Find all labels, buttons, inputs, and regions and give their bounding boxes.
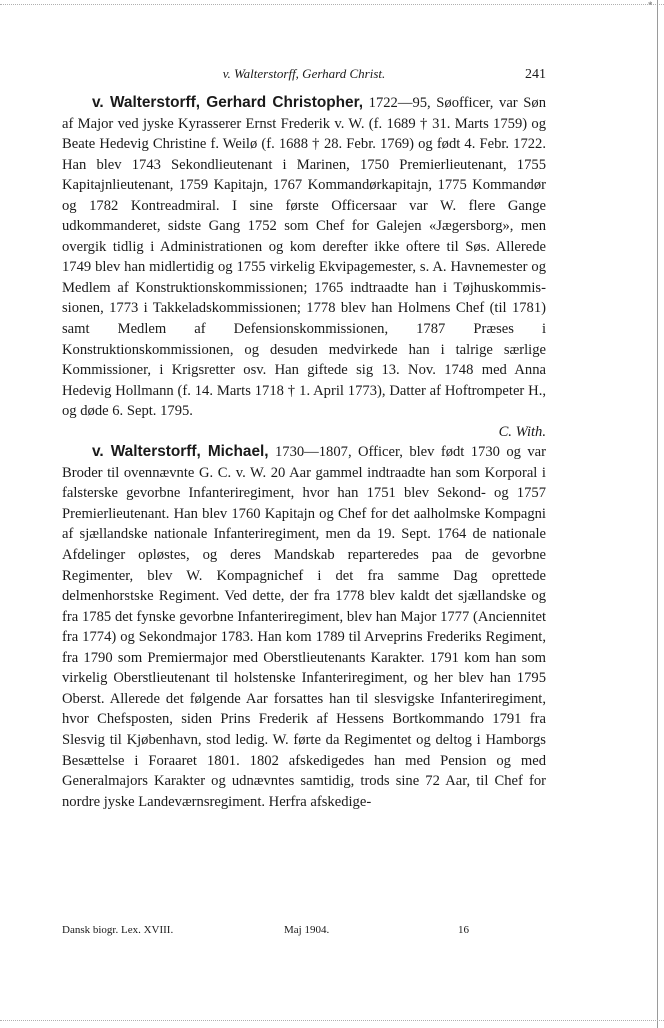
- entry-michael: [62, 442, 546, 812]
- text-body: [62, 93, 546, 812]
- running-head: [62, 66, 546, 86]
- entry-headword: v. Walterstorff, Gerhard Christopher,: [92, 94, 364, 111]
- running-title: v. Walterstorff, Gerhard Christ.: [222, 66, 386, 81]
- scan-right-edge: [657, 0, 658, 1028]
- page-footer: [62, 924, 546, 942]
- footer-date: Maj 1904.: [284, 924, 330, 936]
- footer-signature-mark: 16: [458, 924, 469, 936]
- scan-bottom-edge: [0, 1020, 664, 1021]
- entry-gerhard-christopher: [62, 93, 546, 422]
- author-signature: C. With.: [498, 423, 546, 440]
- entry-headword: v. Walterstorff, Michael,: [92, 443, 269, 461]
- footer-source: Dansk biogr. Lex. XVIII.: [62, 924, 174, 936]
- scan-top-edge: [0, 4, 664, 5]
- page-number: 241: [525, 67, 546, 82]
- corner-mark: *: [648, 0, 653, 10]
- entry-text: 1730—1807, Officer, blev født 1730 og var Broder til ovennævnte G. C. v. W. 20 Aar gammel indtraadte han som Korporal i falsterske gevorbne Infanteriregiment, hvor han 1751 blev Sekond- og 1757 Premierlieutenant. Han blev 1760 Kapitajn og Chef for det aalholmske Kompagni af sjællandske nationale Infanteriregiment, men da 19. Sept. 1764 de nationale Afdelinger opløstes, og deres Mandskab reparteredes paa de gevorbne Regimenter, blev W. Kompagnichef i det fra samme Dag oprettede delmenhorstske Regiment. Ved dette, der fra 1778 blev kaldt det sjællandske og fra 1785 det fynske gevorbne Infanteriregiment, blev han Major 1777 (Anciennitet fra 1774) og Sekondmajor 1783. Han kom 1789 til Arveprins Frederiks Regiment, fra 1790 som Premiermajor med Oberstlieutenants Karakter. 1791 kom han som virkelig Oberstlieutenant til holstenske Infanteriregiment, og her blev han 1795 Oberst. Allerede det følgende Aar forsattes han til slesvigske Infanteriregiment, hvor Chefsposten, siden Prins Frederik af Hessens Bortkommando 1791 fra Slesvig til Kjøbenhavn, stod ledig. W. førte da Regimentet og deltog i Hamborgs Besættelse i Foraaret 1801. 1802 afskedigedes han med Pension og med Generalmajors Karakter og udnævntes samtidig, trods sine 72 Aar, til Chef for nordre jyske Landeværnsregiment. Herfra afskedige-: [62, 444, 546, 810]
- entry-text: 1722—95, Søofficer, var Søn af Major ved jyske Kyrasserer Ernst Frederik v. W. (f. 1689 † 31. Marts 1759) og Beate Hedevig Christine f. Weilø (f. 1688 † 28. Febr. 1769) og født 4. Febr. 1722. Han blev 1743 Sekondlieutenant i Marinen, 1750 Premierlieutenant, 1755 Kapitajnlieutenant, 1759 Kapitajn, 1767 Kommandørkapitajn, 1775 Kommandør og 1782 Kontreadmiral. I sine første Officersaar var W. flere Gange udkommanderet, sidste Gang 1752 som Chef for Galejen «Jægersborg», men overgik tidlig i Administrationen og kom derefter ikke oftere til Søs. Allerede 1749 blev han midlertidig og 1755 virkelig Ekvipagemester, s. A. Havnemester og Medlem af Konstruktionskommissionen; 1765 indtraadte han i Tøjhuskommissionen, 1773 i Takkeladskommissionen; 1778 blev han Holmens Chef (til 1781) samt Medlem af Defensionskommissionen, 1787 Præses i Konstruktionskommissionen, og desuden medvirkede han i talrige særlige Kommissioner, i Krigsretter osv. Han giftede sig 13. Nov. 1748 med Anna Hedevig Hollmann (f. 14. Marts 1718 † 1. April 1773), Datter af Hoftrompeter H., og døde 6. Sept. 1795.: [62, 95, 546, 420]
